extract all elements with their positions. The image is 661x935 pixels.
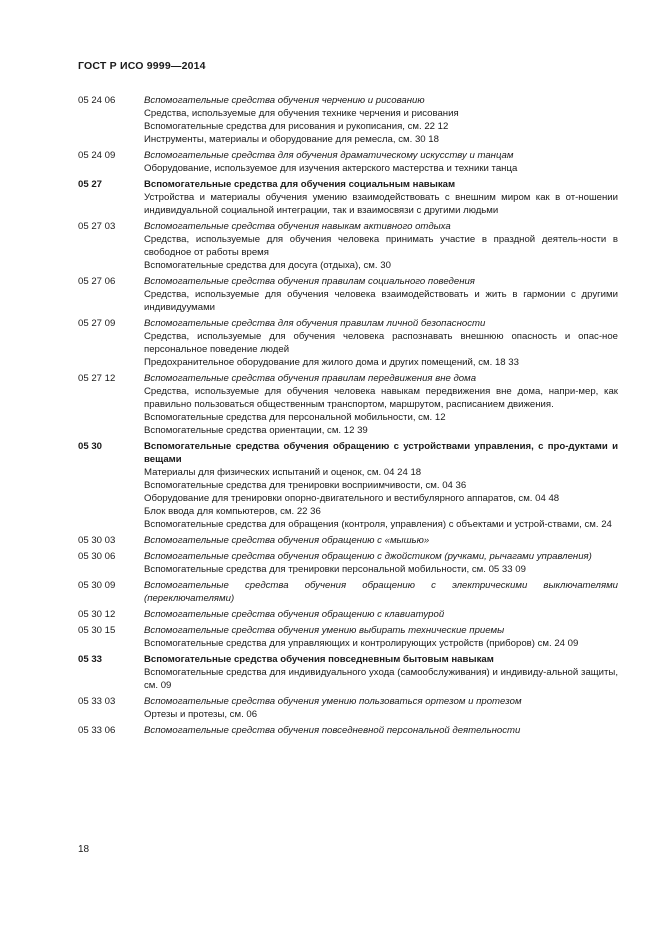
classification-entry	[78, 275, 618, 314]
entry-code: 05 30	[78, 441, 103, 452]
entry-description: Вспомогательные средства для индивидуального ухода (самообслуживания) и индивиду-альной защиты, см. 09	[144, 667, 618, 691]
entry-title: Вспомогательные средства обучения умению выбирать технические приемы	[144, 625, 505, 636]
classification-entry	[78, 724, 618, 737]
entry-title: Вспомогательные средства обучения навыкам активного отдыха	[144, 221, 451, 232]
entry-code: 05 30 09	[78, 580, 116, 591]
entry-description: Устройства и материалы обучения умению взаимодействовать с внешним миром как в от-ношении индивидуальной социальной интеграции, так и взаимосвязи с другими людьми	[144, 192, 618, 216]
classification-entry	[78, 178, 618, 217]
entry-code: 05 30 03	[78, 535, 116, 546]
entry-code: 05 24 09	[78, 150, 116, 161]
entry-description: Вспомогательные средства для тренировки восприимчивости, см. 04 36	[144, 480, 467, 491]
classification-entry	[78, 579, 618, 605]
entry-code: 05 27 12	[78, 373, 116, 384]
entry-body	[144, 372, 618, 437]
document-header: ГОСТ Р ИСО 9999—2014	[78, 60, 206, 72]
entry-code: 05 27	[78, 179, 103, 190]
entry-description: Блок ввода для компьютеров, см. 22 36	[144, 506, 321, 517]
entry-description: Средства, используемые для обучения технике черчения и рисования	[144, 108, 459, 119]
entry-code: 05 24 06	[78, 95, 116, 106]
entry-description: Средства, используемые для обучения человека принимать участие в праздной деятель-ности в свободное от работы время	[144, 234, 618, 258]
entry-body	[144, 724, 618, 737]
entry-body	[144, 317, 618, 369]
entry-title: Вспомогательные средства для обучения социальным навыкам	[144, 179, 456, 190]
entry-body	[144, 695, 618, 721]
entry-body	[144, 534, 618, 547]
entry-title: Вспомогательные средства обучения обращению с электрическими выключателями (переключателями)	[144, 580, 618, 604]
entry-code: 05 30 12	[78, 609, 116, 620]
entry-title: Вспомогательные средства обучения повседневным бытовым навыкам	[144, 654, 494, 665]
classification-entry	[78, 149, 618, 175]
entry-description: Вспомогательные средства для персональной мобильности, см. 12	[144, 412, 446, 423]
entry-title: Вспомогательные средства обучения умению пользоваться ортезом и протезом	[144, 696, 522, 707]
entry-description: Материалы для физических испытаний и оценок, см. 04 24 18	[144, 467, 422, 478]
entry-code: 05 30 15	[78, 625, 116, 636]
entry-description: Вспомогательные средства ориентации, см. 12 39	[144, 425, 368, 436]
entry-description: Оборудование, используемое для изучения актерского мастерства и техники танца	[144, 163, 518, 174]
entry-code: 05 30 06	[78, 551, 116, 562]
entry-title: Вспомогательные средства для обучения правилам личной безопасности	[144, 318, 486, 329]
entry-description: Предохранительное оборудование для жилого дома и других помещений, см. 18 33	[144, 357, 519, 368]
entry-code: 05 27 03	[78, 221, 116, 232]
entry-body	[144, 624, 618, 650]
entry-description: Ортезы и протезы, см. 06	[144, 709, 258, 720]
entry-description: Оборудование для тренировки опорно-двигательного и вестибулярного аппаратов, см. 04 48	[144, 493, 560, 504]
entry-title: Вспомогательные средства обучения черчению и рисованию	[144, 95, 425, 106]
entry-description: Средства, используемые для обучения человека распознавать внешнюю опасность и опас-ное персональное поведение людей	[144, 331, 618, 355]
entry-description: Вспомогательные средства для обращения (контроля, управления) с объектами и устрой-ствами, см. 24	[144, 519, 612, 530]
classification-entry	[78, 534, 618, 547]
entry-description: Средства, используемые для обучения человека навыкам передвижения вне дома, напри-мер, как правильно пользоваться общественным транспортом, маршрутом, расписанием движения.	[144, 386, 618, 410]
entry-code: 05 33 06	[78, 725, 116, 736]
classification-entry	[78, 608, 618, 621]
entry-description: Инструменты, материалы и оборудование для ремесла, см. 30 18	[144, 134, 439, 145]
entry-description: Вспомогательные средства для управляющих и контролирующих устройств (приборов) см. 24 09	[144, 638, 579, 649]
classification-entry	[78, 317, 618, 369]
entry-title: Вспомогательные средства обучения обращению с «мышью»	[144, 535, 430, 546]
entry-code: 05 33 03	[78, 696, 116, 707]
entry-body	[144, 653, 618, 692]
entry-code: 05 27 09	[78, 318, 116, 329]
classification-entry	[78, 695, 618, 721]
entry-title: Вспомогательные средства обучения обращению с устройствами управления, с про-дуктами и вещами	[144, 441, 618, 465]
entry-body	[144, 149, 618, 175]
entry-title: Вспомогательные средства обучения обращению с клавиатурой	[144, 609, 445, 620]
entry-body	[144, 608, 618, 621]
page-number: 18	[78, 844, 90, 855]
entry-body	[144, 275, 618, 314]
classification-entry	[78, 220, 618, 272]
classification-entry	[78, 550, 618, 576]
entry-body	[144, 178, 618, 217]
entry-title: Вспомогательные средства обучения правилам социального поведения	[144, 276, 475, 287]
entry-title: Вспомогательные средства обучения правилам передвижения вне дома	[144, 373, 477, 384]
entry-list	[78, 94, 618, 740]
entry-description: Вспомогательные средства для досуга (отдыха), см. 30	[144, 260, 391, 271]
entry-body	[144, 440, 618, 531]
entry-description: Средства, используемые для обучения человека взаимодействовать и жить в гармонии с другими индивидуумами	[144, 289, 618, 313]
entry-code: 05 27 06	[78, 276, 116, 287]
classification-entry	[78, 440, 618, 531]
entry-description: Вспомогательные средства для рисования и рукописания, см. 22 12	[144, 121, 449, 132]
classification-entry	[78, 94, 618, 146]
classification-entry	[78, 624, 618, 650]
classification-entry	[78, 372, 618, 437]
entry-title: Вспомогательные средства обучения повседневной персональной деятельности	[144, 725, 521, 736]
entry-body	[144, 550, 618, 576]
entry-body	[144, 579, 618, 605]
entry-body	[144, 220, 618, 272]
classification-entry	[78, 653, 618, 692]
entry-title: Вспомогательные средства обучения обращению с джойстиком (ручками, рычагами управления)	[144, 551, 592, 562]
entry-code: 05 33	[78, 654, 103, 665]
entry-title: Вспомогательные средства для обучения драматическому искусству и танцам	[144, 150, 514, 161]
entry-body	[144, 94, 618, 146]
entry-description: Вспомогательные средства для тренировки персональной мобильности, см. 05 33 09	[144, 564, 526, 575]
